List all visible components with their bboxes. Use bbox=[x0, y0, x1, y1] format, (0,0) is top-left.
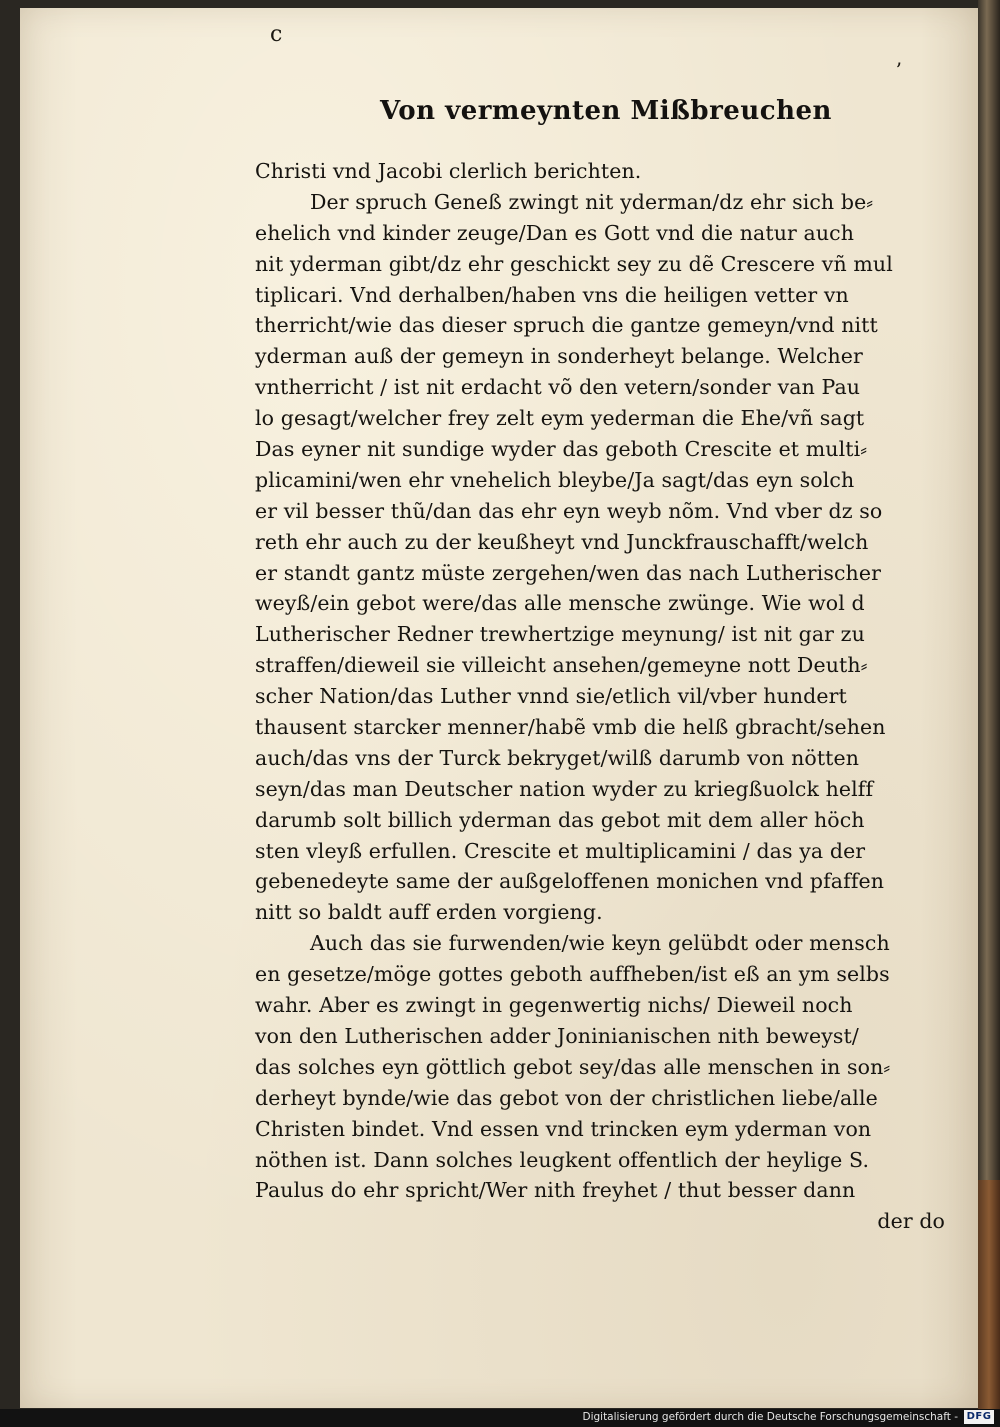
text-line: nitt so baldt auff erden vorgieng. bbox=[255, 900, 603, 925]
text-line: weyß/ein gebot were/das alle mensche zwünge. Wie wol d bbox=[255, 591, 865, 616]
body-text bbox=[255, 156, 955, 1237]
funding-credit: Digitalisierung gefördert durch die Deutsche Forschungsgemeinschaft - bbox=[582, 1411, 958, 1423]
text-line: scher Nation/das Luther vnnd sie/etlich vil/vber hundert bbox=[255, 684, 847, 709]
text-line: er vil besser thũ/dan das ehr eyn weyb nõm. Vnd vber dz so bbox=[255, 498, 883, 523]
text-line: gebenedeyte same der außgeloffenen monichen vnd pfaffen bbox=[255, 869, 885, 894]
text-line: wahr. Aber es zwingt in gegenwertig nichs/ Dieweil noch bbox=[255, 993, 853, 1018]
text-line: seyn/das man Deutscher nation wyder zu kriegßuolck helff bbox=[255, 776, 874, 801]
text-line: thausent starcker menner/habẽ vmb die helß gbracht/sehen bbox=[255, 715, 886, 740]
dfg-logo: DFG bbox=[964, 1410, 994, 1424]
text-line: ehelich vnd kinder zeuge/Dan es Gott vnd die natur auch bbox=[255, 220, 855, 245]
catchword: der do bbox=[877, 1209, 945, 1234]
running-header: Von vermeynten Mißbreuchen bbox=[380, 96, 832, 126]
text-line: therricht/wie das dieser spruch die gantze gemeyn/vnd nitt bbox=[255, 313, 878, 338]
text-line: Christen bindet. Vnd essen vnd trincken eym yderman von bbox=[255, 1116, 872, 1141]
text-line: sten vleyß erfullen. Crescite et multiplicamini / das ya der bbox=[255, 838, 866, 863]
text-line: auch/das vns der Turck bekryget/wilß darumb von nötten bbox=[255, 745, 860, 770]
text-line: en gesetze/möge gottes geboth auffheben/ist eß an ym selbs bbox=[255, 962, 890, 987]
text-line: von den Lutherischen adder Joninianischen nith beweyst/ bbox=[255, 1023, 859, 1048]
text-line: das solches eyn göttlich gebot sey/das alle menschen in son⸗ bbox=[255, 1054, 891, 1079]
book-edge-leather bbox=[978, 1180, 1000, 1410]
text-line: tiplicari. Vnd derhalben/haben vns die heiligen vetter vn bbox=[255, 282, 849, 307]
text-line: lo gesagt/welcher frey zelt eym yederman die Ehe/vñ sagt bbox=[255, 406, 865, 431]
text-line: Das eyner nit sundige wyder das geboth Crescite et multi⸗ bbox=[255, 437, 868, 462]
text-line: nit yderman gibt/dz ehr geschickt sey zu dẽ Crescere vñ mul bbox=[255, 251, 893, 276]
text-line: Christi vnd Jacobi clerlich berichten. bbox=[255, 159, 642, 183]
text-line: Lutherischer Redner trewhertzige meynung/ ist nit gar zu bbox=[255, 622, 865, 647]
text-line: Paulus do ehr spricht/Wer nith freyhet / thut besser dann bbox=[255, 1178, 856, 1203]
text-line: yderman auß der gemeyn in sonderheyt belange. Welcher bbox=[255, 344, 863, 369]
text-line: reth ehr auch zu der keußheyt vnd Junckfrauschafft/welch bbox=[255, 529, 869, 554]
text-line: straffen/dieweil sie villeicht ansehen/gemeyne nott Deuth⸗ bbox=[255, 653, 868, 678]
margin-mark-right: ʼ bbox=[895, 58, 902, 82]
margin-mark-left: c bbox=[270, 22, 283, 47]
text-line: vntherricht / ist nit erdacht võ den vetern/sonder van Pau bbox=[255, 375, 861, 400]
text-line: plicamini/wen ehr vnehelich bleybe/Ja sagt/das eyn solch bbox=[255, 467, 855, 492]
text-line: Der spruch Geneß zwingt nit yderman/dz ehr sich be⸗ bbox=[310, 189, 874, 214]
text-line: darumb solt billich yderman das gebot mit dem aller höch bbox=[255, 807, 865, 832]
text-line: Auch das sie furwenden/wie keyn gelübdt oder mensch bbox=[310, 931, 890, 956]
text-line: nöthen ist. Dann solches leugkent offentlich der heylige S. bbox=[255, 1147, 870, 1172]
text-line: er standt gantz müste zergehen/wen das nach Lutherischer bbox=[255, 560, 881, 585]
text-line: derheyt bynde/wie das gebot von der christlichen liebe/alle bbox=[255, 1085, 878, 1110]
